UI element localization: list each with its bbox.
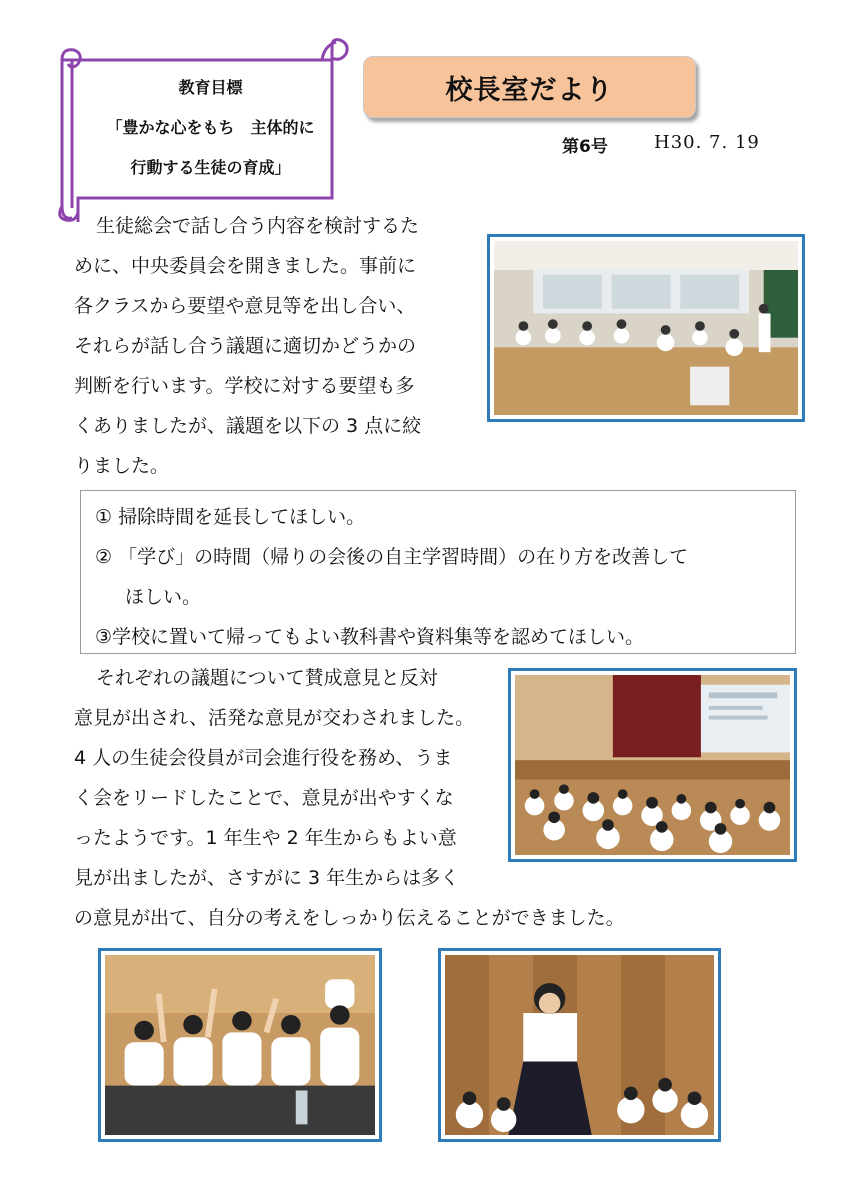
agenda-list <box>80 490 796 654</box>
goal-text <box>78 68 343 188</box>
newsletter-title: 校長室だより <box>363 56 696 118</box>
student-speaking-photo <box>438 948 721 1142</box>
paragraph-1 <box>74 206 421 486</box>
classroom-meeting-photo <box>487 234 805 422</box>
p2-line: 4 人の生徒会役員が司会進行役を務め、うま <box>74 747 453 769</box>
goal-heading: 教育目標 <box>178 78 243 97</box>
p1-line: くありましたが、議題を以下の 3 点に絞 <box>74 415 422 437</box>
goal-line-2: 行動する生徒の育成」 <box>130 158 291 177</box>
agenda-item-1: ① 掃除時間を延長してほしい。 <box>95 506 366 528</box>
agenda-item-2: ② 「学び」の時間（帰りの会後の自主学習時間）の在り方を改善して <box>95 546 689 568</box>
p2-line: ったようです。1 年生や 2 年生からもよい意 <box>74 827 457 849</box>
assembly-photo <box>508 668 797 862</box>
p1-line: 生徒総会で話し合う内容を検討するた <box>96 215 420 237</box>
p1-line: 判断を行います。学校に対する要望も多 <box>74 375 415 397</box>
p2-line: 意見が出され、活発な意見が交わされました。 <box>74 707 475 729</box>
p1-line: 各クラスから要望や意見等を出し合い、 <box>74 295 416 317</box>
agenda-item-2-cont: ほしい。 <box>125 586 202 608</box>
school-goal-scroll <box>48 36 353 222</box>
p2-line: 見が出ましたが、さすがに 3 年生からは多く <box>74 867 460 889</box>
goal-line-1: 「豊かな心をもち 主体的に <box>106 118 315 137</box>
p1-line: それらが話し合う議題に適切かどうかの <box>74 335 417 357</box>
p2-line: それぞれの議題について賛成意見と反対 <box>96 667 438 689</box>
p2-line: く会をリードしたことで、意見が出やすくな <box>74 787 454 809</box>
p2-line: の意見が出て、自分の考えをしっかり伝えることができました。 <box>74 907 625 929</box>
p1-line: めに、中央委員会を開きました。事前に <box>74 255 417 277</box>
raising-hands-photo <box>98 948 382 1142</box>
agenda-item-3: ③学校に置いて帰ってもよい教科書や資料集等を認めてほしい。 <box>95 626 645 648</box>
issue-date: H30. 7. 19 <box>654 132 760 153</box>
issue-number: 第6号 <box>562 137 608 157</box>
p1-line: りました。 <box>74 455 170 477</box>
